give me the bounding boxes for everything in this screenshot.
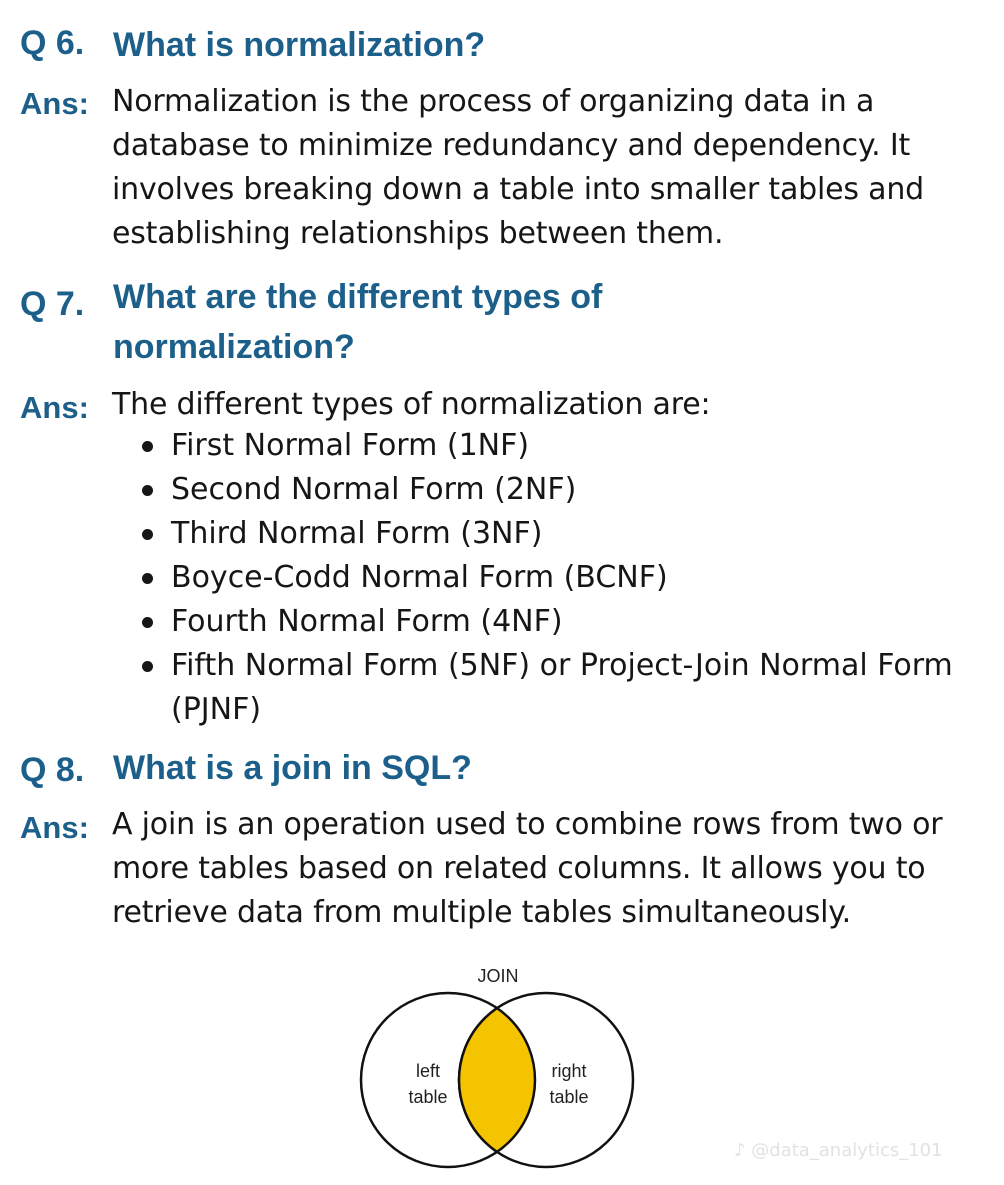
q6-question: What is normalization? [113,26,486,64]
diagram-title: JOIN [477,966,519,986]
q8-answer: A join is an operation used to combine rows from two or more tables based on related columns. It allows you to retrieve data from multiple tables simultaneously. [112,807,943,930]
watermark-handle: @data_analytics_101 [751,1140,943,1161]
q6-ans-label: Ans: [20,86,89,121]
left-table-label: left [415,1061,441,1081]
right-table-label: table [549,1087,589,1107]
right-table-label: right [551,1061,587,1081]
watermark [734,1140,943,1161]
normal-forms-list [140,424,990,732]
q8-number: Q 8. [20,751,85,789]
q8-ans-label: Ans: [20,810,89,845]
tiktok-icon: ♪ [734,1140,746,1161]
list-item: First Normal Form (1NF) [140,424,990,468]
list-item: Boyce-Codd Normal Form (BCNF) [140,556,990,600]
q8-question: What is a join in SQL? [113,749,472,787]
join-venn-diagram [350,955,650,1180]
q6-answer: Normalization is the process of organizing data in a database to minimize redundancy and dependency. It involves breaking down a table into smaller tables and establishing relationships between them. [112,84,924,251]
q6-number: Q 6. [20,24,85,62]
q7-number: Q 7. [20,285,85,323]
list-item: Fifth Normal Form (5NF) or Project-Join Normal Form (PJNF) [140,644,961,732]
list-item: Fourth Normal Form (4NF) [140,600,990,644]
q7-answer-intro: The different types of normalization are: [112,387,711,422]
q7-question: What are the different types of normalization? [113,278,603,366]
left-table-label: table [408,1087,448,1107]
list-item: Second Normal Form (2NF) [140,468,990,512]
q7-ans-label: Ans: [20,390,89,425]
list-item: Third Normal Form (3NF) [140,512,990,556]
